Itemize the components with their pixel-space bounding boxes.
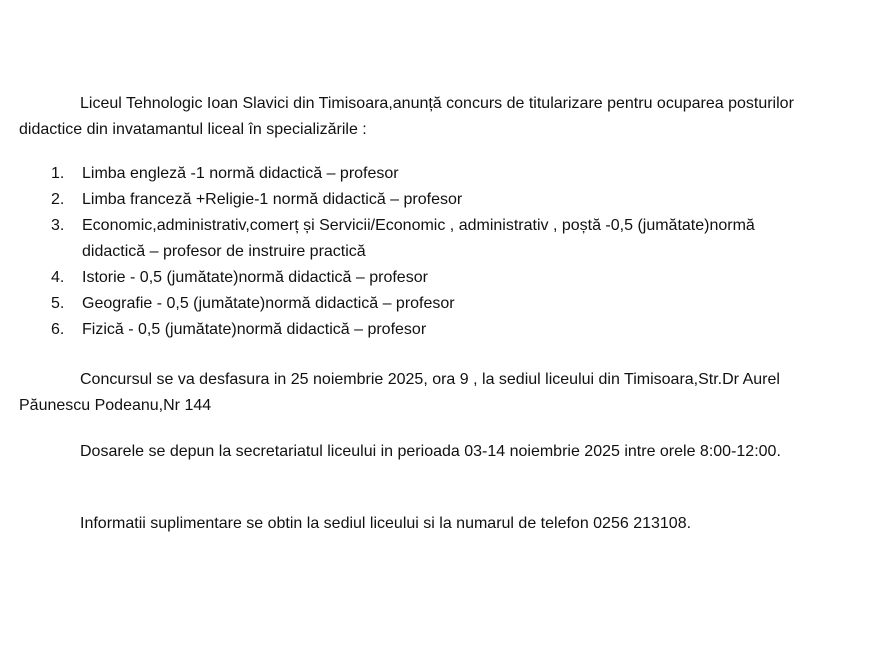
list-item-text: Economic,administrativ,comerț și Servicii/Economic , administrativ , poștă -0,5 (jumătate)normă didactică – profesor de instruire practică: [82, 217, 755, 260]
list-item: [19, 265, 819, 291]
list-item: [19, 291, 819, 317]
list-item-text: Geografie - 0,5 (jumătate)normă didactică – profesor: [82, 295, 455, 312]
list-item-text: Istorie - 0,5 (jumătate)normă didactică – profesor: [82, 269, 428, 286]
list-item: [19, 317, 819, 343]
info-paragraph: Informatii suplimentare se obtin la sediul liceului si la numarul de telefon 0256 213108.: [80, 515, 692, 532]
list-item-number: 6.: [51, 321, 65, 338]
list-item: [19, 187, 819, 213]
list-item-number: 1.: [51, 165, 65, 182]
list-item-number: 5.: [51, 295, 65, 312]
list-item-text: Fizică - 0,5 (jumătate)normă didactică – profesor: [82, 321, 427, 338]
list-item-number: 3.: [51, 217, 65, 234]
list-item: [19, 161, 819, 187]
list-item-text: Limba engleză -1 normă didactică – profesor: [82, 165, 399, 182]
list-item-text: Limba franceză +Religie-1 normă didactică – profesor: [82, 191, 463, 208]
list-item-number: 4.: [51, 269, 65, 286]
list-item-number: 2.: [51, 191, 65, 208]
list-item: [19, 213, 819, 265]
contest-paragraph: Concursul se va desfasura in 25 noiembrie 2025, ora 9 , la sediul liceului din Timisoara,Str.Dr Aurel Păunescu Podeanu,Nr 144: [19, 371, 780, 414]
dossiers-paragraph: Dosarele se depun la secretariatul liceului in perioada 03-14 noiembrie 2025 intre orele 8:00-12:00.: [80, 443, 781, 460]
intro-paragraph: Liceul Tehnologic Ioan Slavici din Timisoara,anunță concurs de titularizare pentru ocuparea posturilor didactice din invatamantul liceal în specializările :: [19, 95, 794, 138]
positions-list: [19, 161, 819, 343]
